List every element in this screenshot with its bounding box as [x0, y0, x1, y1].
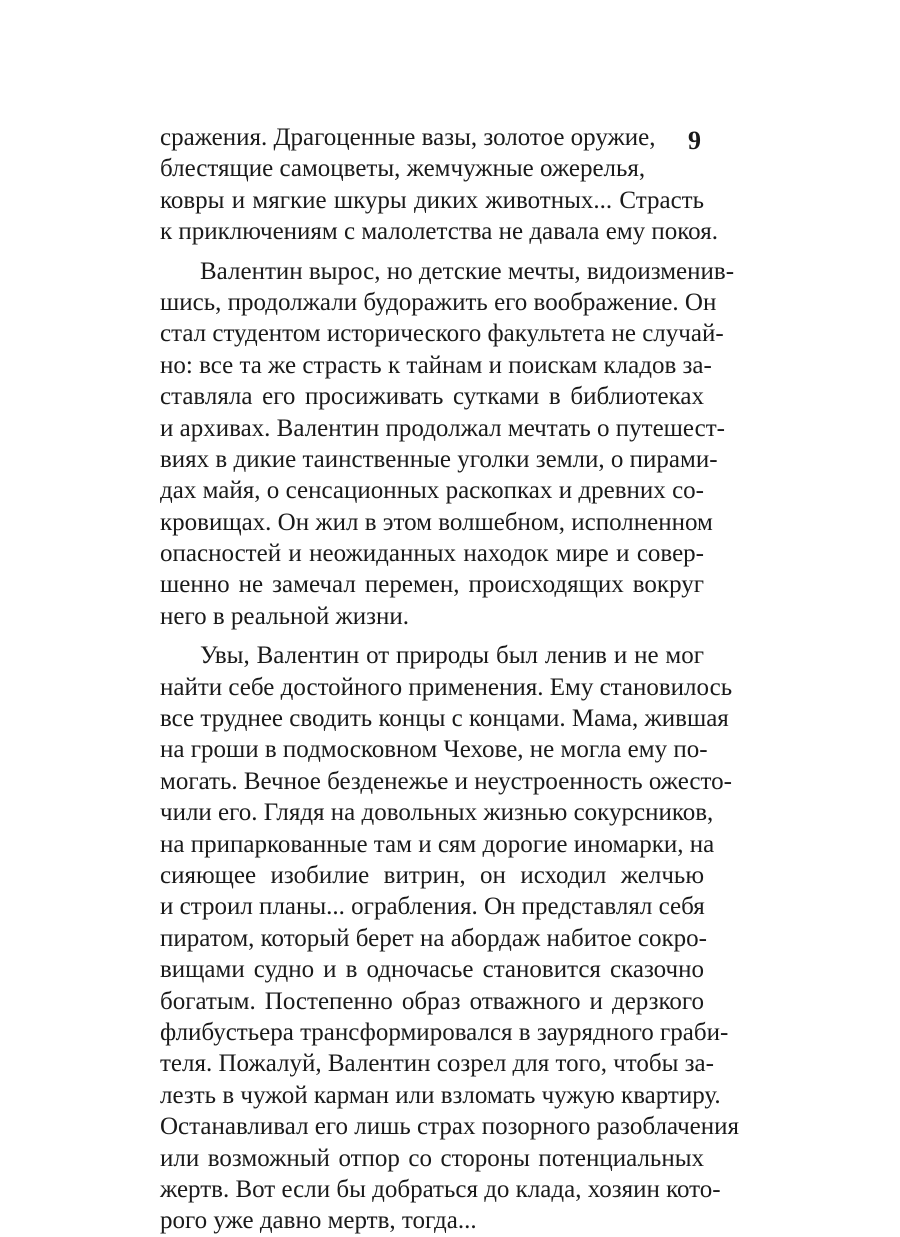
text-line: на гроши в подмосковном Чехове, не могла ему по-: [160, 736, 708, 764]
text-line: Валентин вырос, но детские мечты, видоизменив-: [200, 257, 735, 285]
text-line: все труднее сводить концы с концами. Мама, жившая: [160, 705, 729, 733]
text-line: чили его. Глядя на довольных жизнью сокурсников,: [160, 799, 714, 827]
body-text: [160, 122, 739, 1237]
text-line: к приключениям с малолетства не давала ему покоя.: [160, 218, 718, 246]
text-line: и архивах. Валентин продолжал мечтать о путешест-: [160, 414, 725, 442]
text-line: и строил планы... ограбления. Он представлял себя: [160, 893, 705, 921]
text-line: найти себе достойного применения. Ему становилось: [160, 673, 733, 701]
text-line: шенно не замечал перемен, происходящих вокруг: [160, 571, 704, 599]
text-line: кровищах. Он жил в этом волшебном, исполненном: [160, 508, 713, 536]
text-line: лезть в чужой карман или взломать чужую квартиру.: [160, 1081, 721, 1109]
text-line: вищами судно и в одночасье становится сказочно: [160, 956, 704, 984]
text-line: Увы, Валентин от природы был ленив и не мог: [200, 642, 704, 670]
text-line: или возможный отпор со стороны потенциальных: [160, 1144, 704, 1172]
text-line: богатым. Постепенно образ отважного и дерзкого: [160, 987, 704, 1015]
text-line: могать. Вечное безденежье и неустроенность ожесто-: [160, 767, 732, 795]
text-line: пиратом, который берет на абордаж набитое сокро-: [160, 924, 707, 952]
text-line: ковры и мягкие шкуры диких животных... Страсть: [160, 186, 704, 214]
text-line: дах майя, о сенсационных раскопках и древних со-: [160, 477, 704, 505]
text-line: виях в дикие таинственные уголки земли, о пирами-: [160, 445, 718, 473]
text-line: теля. Пожалуй, Валентин созрел для того, чтобы за-: [160, 1050, 714, 1078]
text-line: блестящие самоцветы, жемчужные ожерелья,: [160, 155, 646, 183]
text-line: рого уже давно мертв, тогда...: [160, 1207, 477, 1235]
text-line: шись, продолжали будоражить его воображение. Он: [160, 288, 717, 316]
text-line: стал студентом исторического факультета не случай-: [160, 320, 724, 348]
text-line: жертв. Вот если бы добраться до клада, хозяин кото-: [160, 1175, 721, 1203]
text-line: него в реальной жизни.: [160, 602, 410, 630]
text-line: флибустьера трансформировался в заурядного граби-: [160, 1018, 729, 1046]
text-line: сияющее изобилие витрин, он исходил желчью: [160, 861, 704, 889]
text-line: Останавливал его лишь страх позорного разоблачения: [160, 1113, 739, 1141]
page-number: 9: [688, 126, 701, 155]
text-line: на припаркованные там и сям дорогие иномарки, на: [160, 830, 715, 858]
text-line: опасностей и неожиданных находок мире и совер-: [160, 540, 704, 568]
text-line: сражения. Драгоценные вазы, золотое оружие,: [160, 124, 656, 151]
text-line: ставляла его просиживать сутками в библиотеках: [160, 383, 704, 411]
text-line: но: все та же страсть к тайнам и поискам кладов за-: [160, 351, 712, 379]
